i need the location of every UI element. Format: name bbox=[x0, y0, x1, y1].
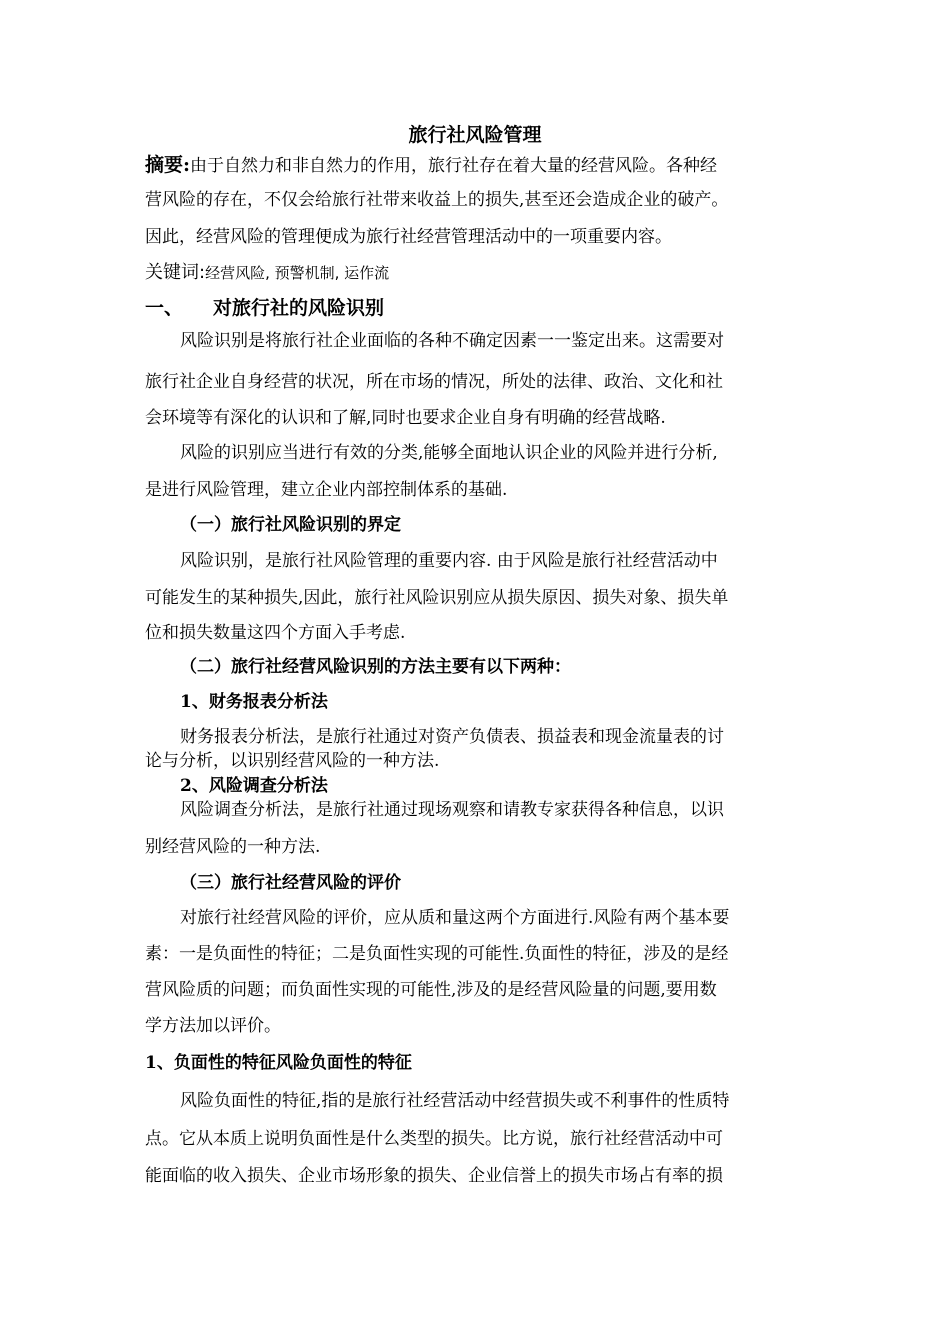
subsection-2-heading: （二）旅行社经营风险识别的方法主要有以下两种： bbox=[180, 657, 571, 677]
item-1-line-2: 点。它从本质上说明负面性是什么类型的损失。比方说，旅行社经营活动中可 bbox=[145, 1129, 723, 1149]
method-1-heading: 1、财务报表分析法 bbox=[180, 692, 328, 712]
subsection-1-line-2: 可能发生的某种损失,因此，旅行社风险识别应从损失原因、损失对象、损失单 bbox=[145, 588, 729, 608]
keywords-label: 关键词: bbox=[145, 262, 206, 283]
para-2-line-1: 风险的识别应当进行有效的分类,能够全面地认识企业的风险并进行分析, bbox=[180, 443, 718, 463]
subsection-1-heading: （一）旅行社风险识别的界定 bbox=[180, 515, 401, 535]
method-2-heading: 2、风险调查分析法 bbox=[180, 776, 328, 796]
subsection-1-line-1: 风险识别，是旅行社风险管理的重要内容. 由于风险是旅行社经营活动中 bbox=[180, 551, 718, 571]
para-1-line-1: 风险识别是将旅行社企业面临的各种不确定因素一一鉴定出来。这需要对 bbox=[180, 331, 724, 351]
subsection-3-line-3: 营风险质的问题；而负面性实现的可能性,涉及的是经营风险量的问题,要用数 bbox=[145, 980, 717, 1000]
method-2-line-1: 风险调查分析法，是旅行社通过现场观察和请教专家获得各种信息，以识 bbox=[180, 800, 724, 820]
abstract-text-2: 营风险的存在，不仅会给旅行社带来收益上的损失,甚至还会造成企业的破产。 bbox=[145, 190, 729, 210]
item-1-line-3: 能面临的收入损失、企业市场形象的损失、企业信誉上的损失市场占有率的损 bbox=[145, 1166, 723, 1186]
method-1-line-1: 财务报表分析法，是旅行社通过对资产负债表、损益表和现金流量表的讨 bbox=[180, 727, 724, 747]
section-1-heading: 对旅行社的风险识别 bbox=[213, 297, 385, 319]
subsection-3-line-1: 对旅行社经营风险的评价，应从质和量这两个方面进行.风险有两个基本要 bbox=[180, 908, 730, 928]
subsection-3-heading: （三）旅行社经营风险的评价 bbox=[180, 873, 401, 893]
abstract-text-1: 由于自然力和非自然力的作用，旅行社存在着大量的经营风险。各种经 bbox=[190, 156, 718, 176]
abstract-line-1 bbox=[145, 156, 717, 175]
item-1-heading: 1、负面性的特征风险负面性的特征 bbox=[145, 1053, 412, 1073]
subsection-3-line-4: 学方法加以评价。 bbox=[145, 1016, 281, 1036]
para-1-line-3: 会环境等有深化的认识和了解,同时也要求企业自身有明确的经营战略. bbox=[145, 408, 666, 428]
abstract-label: 摘要: bbox=[145, 154, 191, 176]
para-1-line-2: 旅行社企业自身经营的状况，所在市场的情况，所处的法律、政治、文化和社 bbox=[145, 372, 723, 392]
item-1-line-1: 风险负面性的特征,指的是旅行社经营活动中经营损失或不利事件的性质特 bbox=[180, 1091, 730, 1111]
subsection-1-line-3: 位和损失数量这四个方面入手考虑. bbox=[145, 623, 406, 643]
para-2-line-2: 是进行风险管理，建立企业内部控制体系的基础. bbox=[145, 480, 508, 500]
method-1-line-2: 论与分析，以识别经营风险的一种方法. bbox=[145, 751, 440, 771]
method-2-line-2: 别经营风险的一种方法. bbox=[145, 837, 321, 857]
keywords-value: 经营风险, 预警机制, 运作流 bbox=[205, 264, 390, 282]
document-title: 旅行社风险管理 bbox=[408, 124, 542, 146]
subsection-3-line-2: 素：一是负面性的特征；二是负面性实现的可能性.负面性的特征，涉及的是经 bbox=[145, 944, 729, 964]
keywords-line bbox=[145, 264, 389, 282]
abstract-text-3: 因此，经营风险的管理便成为旅行社经营管理活动中的一项重要内容。 bbox=[145, 227, 672, 247]
section-1-number: 一、 bbox=[145, 297, 184, 319]
